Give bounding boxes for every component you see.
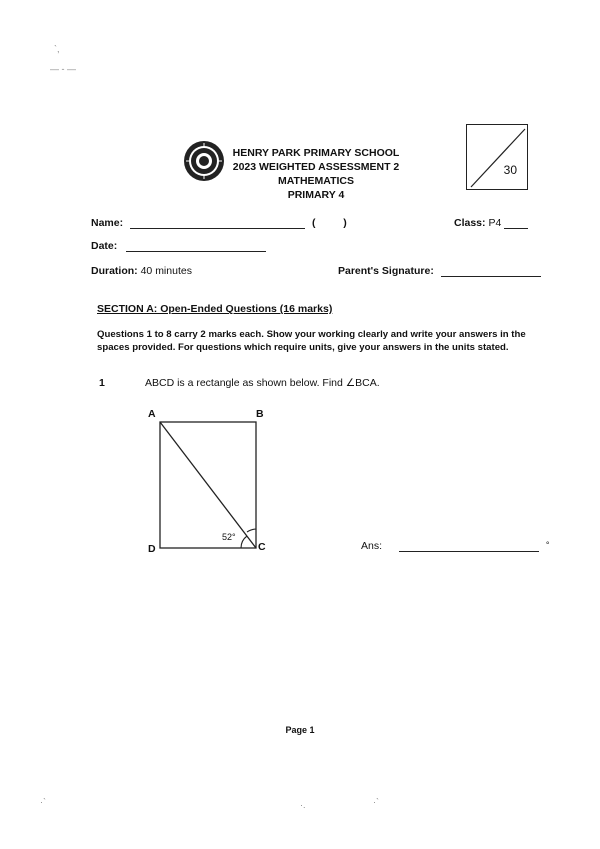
vertex-a-label: A bbox=[148, 408, 156, 420]
duration-label: Duration: bbox=[91, 265, 138, 277]
section-instructions: Questions 1 to 8 carry 2 marks each. Show your working clearly and write your answers in the spaces provided. For questions which require units, give your answers in the units stated. bbox=[97, 329, 526, 353]
date-label: Date: bbox=[91, 240, 118, 252]
page-number: Page 1 bbox=[285, 725, 315, 735]
subject-title: MATHEMATICS bbox=[277, 175, 355, 187]
class-row bbox=[454, 217, 528, 229]
scan-speck: — - — bbox=[50, 64, 76, 74]
score-box bbox=[466, 124, 528, 190]
vertex-c-label: C bbox=[258, 541, 266, 553]
date-row bbox=[91, 240, 266, 252]
signature-label: Parent's Signature: bbox=[338, 265, 434, 277]
class-value: P4 bbox=[488, 217, 502, 229]
angle-label: 52° bbox=[222, 532, 236, 542]
class-field[interactable] bbox=[504, 228, 528, 229]
name-field[interactable] bbox=[130, 228, 305, 229]
scan-speck: ·. bbox=[300, 800, 306, 810]
score-total: 30 bbox=[503, 163, 517, 177]
answer-label: Ans: bbox=[361, 540, 383, 552]
answer-row bbox=[361, 540, 549, 552]
question-text: ABCD is a rectangle as shown below. Find ∠BCA. bbox=[145, 377, 380, 389]
level-title: PRIMARY 4 bbox=[287, 189, 345, 201]
school-name: HENRY PARK PRIMARY SCHOOL bbox=[232, 147, 400, 159]
answer-field[interactable] bbox=[399, 551, 539, 552]
scan-speck: ·` bbox=[373, 797, 379, 807]
section-title: SECTION A: Open-Ended Questions (16 marks) bbox=[97, 303, 333, 315]
class-label: Class: bbox=[454, 217, 486, 229]
name-paren-close: ) bbox=[343, 217, 347, 229]
signature-field[interactable] bbox=[441, 276, 541, 277]
signature-row bbox=[338, 265, 541, 277]
date-field[interactable] bbox=[126, 251, 266, 252]
name-label: Name: bbox=[91, 217, 124, 229]
vertex-d-label: D bbox=[148, 543, 156, 555]
answer-unit: ° bbox=[545, 540, 550, 550]
question-number: 1 bbox=[99, 377, 105, 389]
scan-speck: ·` bbox=[40, 797, 46, 807]
scan-speck: `, bbox=[54, 44, 60, 54]
name-row bbox=[91, 217, 347, 229]
name-paren-open: ( bbox=[311, 217, 316, 229]
assessment-title: 2023 WEIGHTED ASSESSMENT 2 bbox=[232, 161, 400, 173]
school-header bbox=[216, 146, 416, 202]
vertex-b-label: B bbox=[256, 408, 264, 420]
rectangle-figure bbox=[145, 405, 275, 555]
duration-value: 40 minutes bbox=[140, 265, 192, 277]
duration-row bbox=[91, 265, 192, 277]
